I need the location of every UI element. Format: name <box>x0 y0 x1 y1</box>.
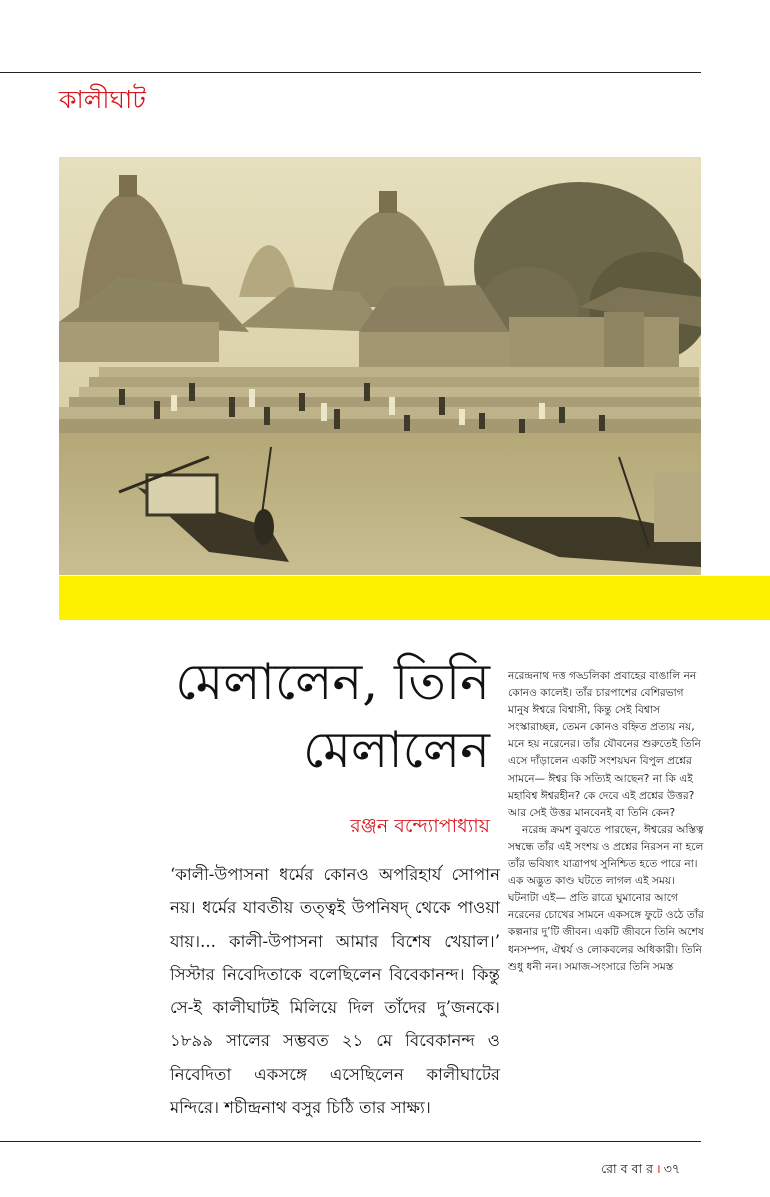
magazine-name: রো ব বা র <box>601 1161 653 1176</box>
body-paragraph: নরেন্দ্র ক্রমশ বুঝতে পারছেন, ঈশ্বরের অস্তিত্ব সম্বন্ধে তাঁর এই সংশয় ও প্রশ্নের নিরসন না হলে তাঁর ভবিষ্যৎ যাত্রাপথ সুনিশ্চিত হতে পারে না। এক অদ্ভুত কাণ্ড ঘটতে লাগল এই সময়। ঘটনাটা এই— প্রতি রাত্রে ঘুমানোর আগে নরেনের চোখের সামনে একসঙ্গে ফুটে ওঠে তাঁর কল্পনার দু’টি জীবন। একটি জীবনে তিনি অশেষ ধনসম্পদ, ঐশ্বর্য ও লোকবলের অধিকারী। তিনি শুধু ধনী নন। সমাজ-সংসারে তিনি সমস্ত <box>508 823 704 973</box>
headline <box>95 648 490 784</box>
headline-line-2: মেলালেন <box>303 721 490 779</box>
page-number: ৩৭ <box>663 1161 680 1176</box>
pull-quote: ‘কালী-উপাসনা ধর্মের কোনও অপরিহার্য সোপান নয়। ধর্মের যাবতীয় তত্ত্বই উপনিষদ্‌ থেকে পাওয়া যায়।... কালী-উপাসনা আমার বিশেষ খেয়াল।’ সিস্টার নিবেদিতাকে বলেছিলেন বিবেকানন্দ। কিন্তু সে-ই কালীঘাটই মিলিয়ে দিল তাঁদের দু’জনকে। ১৮৯৯ সালের সম্ভবত ২১ মে বিবেকানন্দ ও নিবেদিতা একসঙ্গে এসেছিলেন কালীঘাটের মন্দিরে। শচীন্দ্রনাথ বসুর চিঠি তার সাক্ষ্য। <box>170 865 500 1118</box>
body-paragraph: নরেন্দ্রনাথ দত্ত গড্ডলিকা প্রবাহের বাঙালি নন কোনও কালেই। তাঁর চারপাশের বেশিরভাগ মানুষ ঈশ্বরে বিশ্বাসী, কিন্তু সেই বিশ্বাস সংস্কারাচ্ছন্ন, তেমন কোনও বহ্নিত প্রত্যয় নয়, মনে হয় নরেনের। তাঁর যৌবনের শুরুতেই তিনি এসে দাঁড়ালেন একটি সংশয়ঘন বিপুল প্রশ্নের সামনে— ঈশ্বর কি সত্যিই আছেন? না কি এই মহাবিশ্ব ঈশ্বরহীন? কে দেবে এই প্রশ্নের উত্তর? আর সেই উত্তর মানবেনই বা তিনি কেন? <box>508 670 701 819</box>
kalighat-photo <box>59 157 701 575</box>
author-byline: রঞ্জন বন্দ্যোপাধ্যায় <box>350 815 490 837</box>
body-column <box>508 668 706 976</box>
top-rule <box>0 72 701 73</box>
section-label: কালীঘাট <box>59 85 146 114</box>
headline-line-1: মেলালেন, তিনি <box>175 653 490 711</box>
yellow-band <box>59 576 770 620</box>
footer-separator: । <box>655 1161 661 1176</box>
bottom-rule <box>0 1141 701 1142</box>
page-footer <box>601 1160 680 1181</box>
